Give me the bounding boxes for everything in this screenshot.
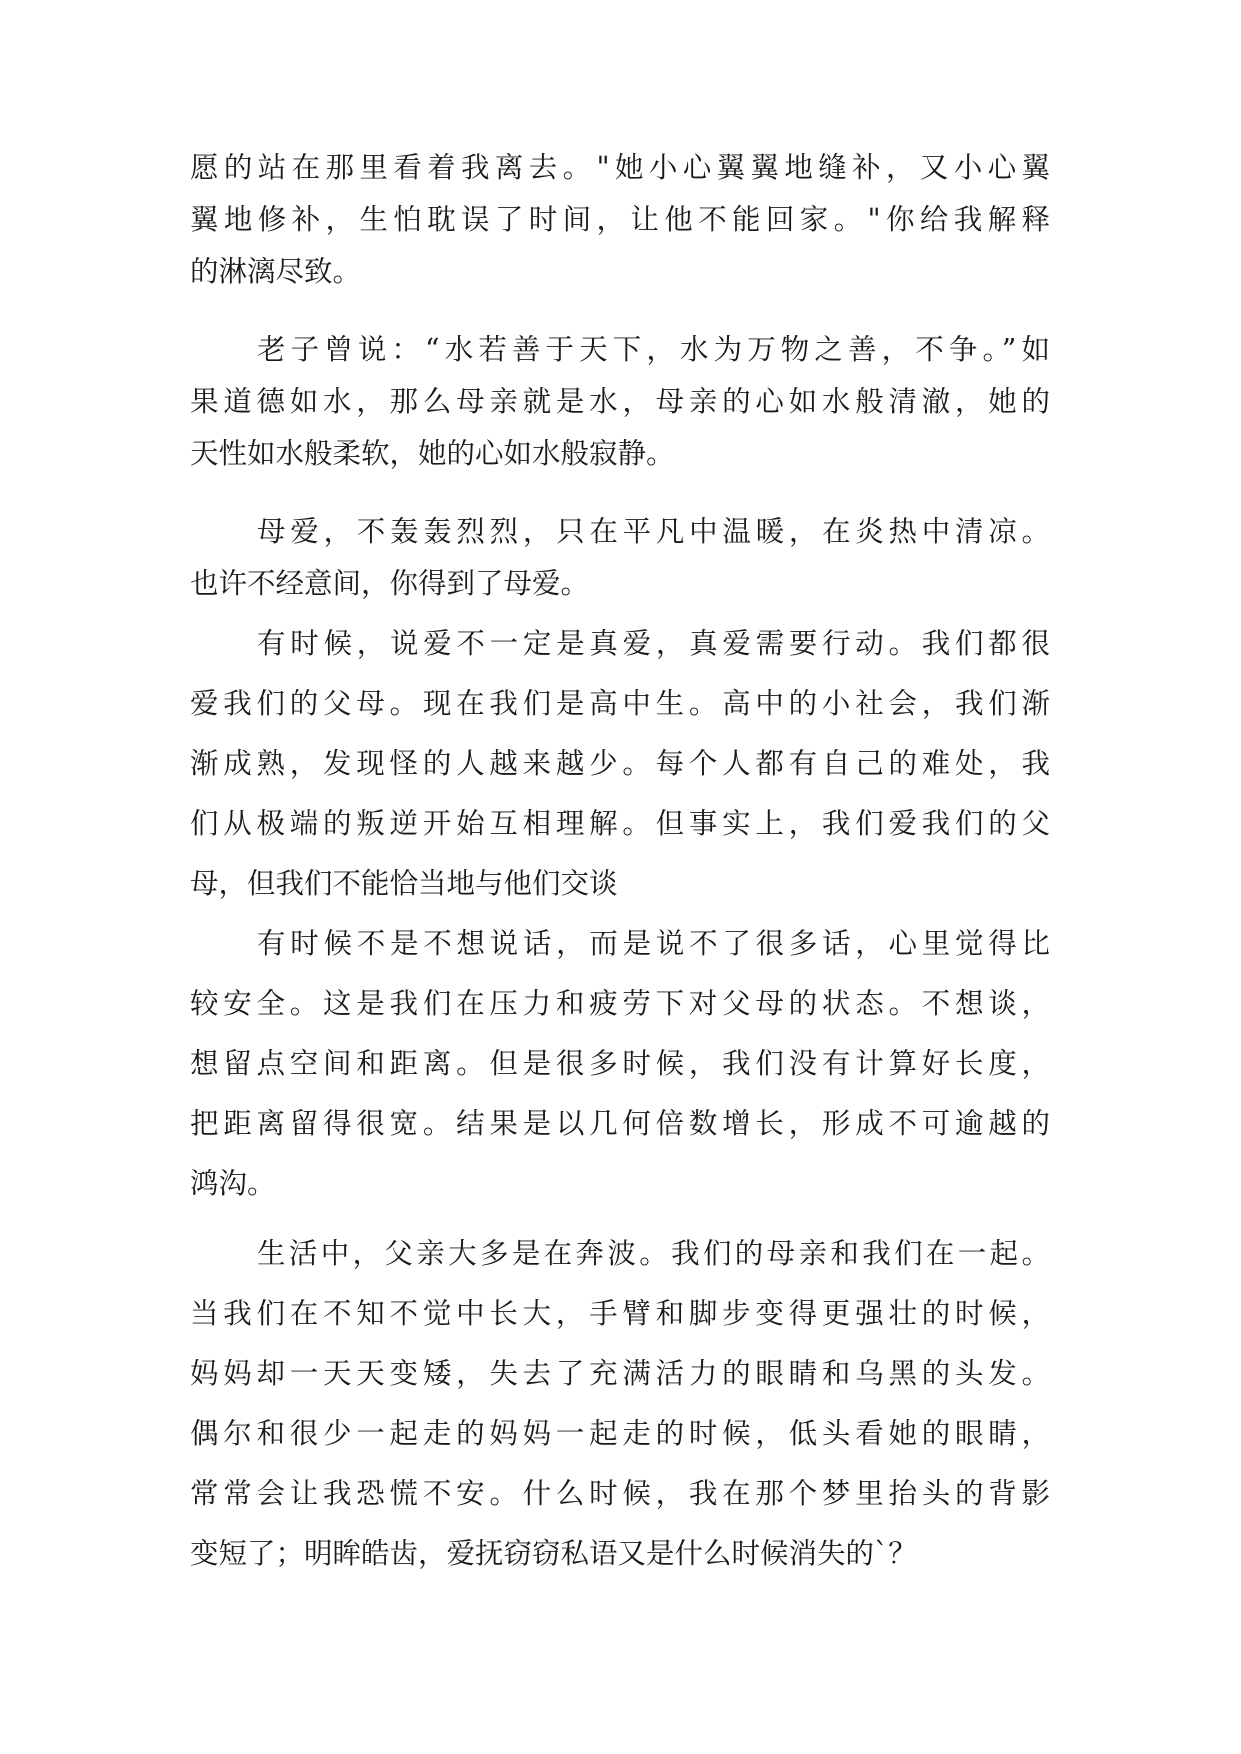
text-line: 妈妈却一天天变矮，失去了充满活力的眼睛和乌黑的头发。 <box>190 1357 1050 1390</box>
text-line: 常常会让我恐慌不安。什么时候，我在那个梦里抬头的背影 <box>190 1477 1050 1510</box>
text-line: 把距离留得很宽。结果是以几何倍数增长，形成不可逾越的 <box>190 1107 1050 1140</box>
text-line: 愿的站在那里看着我离去。"她小心翼翼地缝补，又小心翼 <box>190 151 1050 184</box>
text-line: 爱我们的父母。现在我们是高中生。高中的小社会，我们渐 <box>190 687 1050 720</box>
text-line: 也许不经意间，你得到了母爱。 <box>190 567 590 600</box>
text-line: 翼地修补，生怕耽误了时间，让他不能回家。"你给我解释 <box>190 203 1050 236</box>
text-line: 鸿沟。 <box>190 1167 276 1200</box>
text-line: 有时候不是不想说话，而是说不了很多话，心里觉得比 <box>257 927 1050 960</box>
text-line: 较安全。这是我们在压力和疲劳下对父母的状态。不想谈， <box>190 987 1050 1020</box>
text-line: 生活中，父亲大多是在奔波。我们的母亲和我们在一起。 <box>257 1237 1050 1270</box>
text-line: 果道德如水，那么母亲就是水，母亲的心如水般清澈，她的 <box>190 385 1050 418</box>
text-line: 母爱，不轰轰烈烈，只在平凡中温暖，在炎热中清凉。 <box>257 515 1050 548</box>
text-line: 想留点空间和距离。但是很多时候，我们没有计算好长度， <box>190 1047 1050 1080</box>
text-line: 们从极端的叛逆开始互相理解。但事实上，我们爱我们的父 <box>190 807 1050 840</box>
text-line: 有时候，说爱不一定是真爱，真爱需要行动。我们都很 <box>257 627 1050 660</box>
text-line: 老子曾说：“水若善于天下，水为万物之善，不争。”如 <box>257 333 1050 366</box>
text-line: 母，但我们不能恰当地与他们交谈 <box>190 867 618 900</box>
text-line: 当我们在不知不觉中长大，手臂和脚步变得更强壮的时候， <box>190 1297 1050 1330</box>
text-line: 天性如水般柔软，她的心如水般寂静。 <box>190 437 675 470</box>
text-line: 的淋漓尽致。 <box>190 255 362 288</box>
text-line: 偶尔和很少一起走的妈妈一起走的时候，低头看她的眼睛， <box>190 1417 1050 1450</box>
text-line: 渐成熟，发现怪的人越来越少。每个人都有自己的难处，我 <box>190 747 1050 780</box>
text-line: 变短了；明眸皓齿，爱抚窃窃私语又是什么时候消失的`？ <box>190 1537 917 1570</box>
